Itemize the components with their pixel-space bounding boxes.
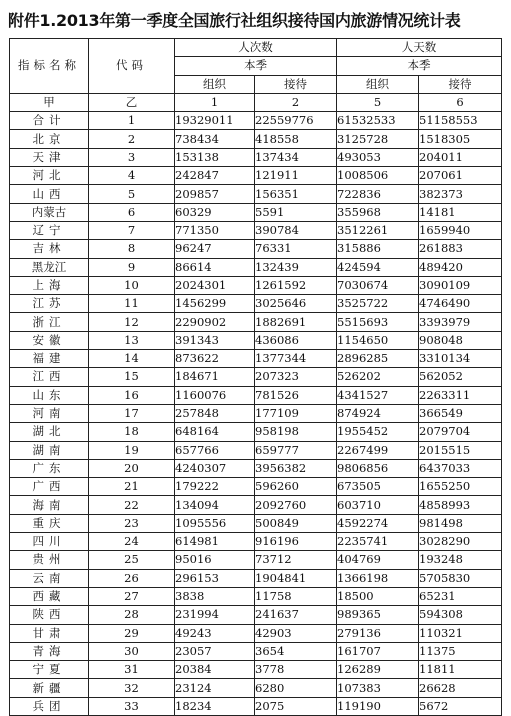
row-receive-person-times: 207323: [255, 368, 337, 386]
table-row: [10, 642, 502, 660]
row-code: 21: [89, 478, 175, 496]
row-organize-person-times: 23057: [175, 642, 255, 660]
header-row-4: [10, 93, 502, 111]
header-col-6: 6: [419, 93, 502, 111]
table-row: [10, 258, 502, 276]
row-organize-person-days: 424594: [337, 258, 419, 276]
table-row: [10, 368, 502, 386]
row-organize-person-days: 526202: [337, 368, 419, 386]
table-row: [10, 167, 502, 185]
table-row: [10, 148, 502, 166]
row-receive-person-days: 204011: [419, 148, 502, 166]
row-organize-person-days: 2896285: [337, 350, 419, 368]
table-row: [10, 313, 502, 331]
row-organize-person-times: 3838: [175, 587, 255, 605]
row-code: 31: [89, 661, 175, 679]
row-code: 2: [89, 130, 175, 148]
row-code: 6: [89, 203, 175, 221]
header-col-5: 5: [337, 93, 419, 111]
row-code: 4: [89, 167, 175, 185]
row-receive-person-days: 382373: [419, 185, 502, 203]
table-row: [10, 203, 502, 221]
row-code: 28: [89, 606, 175, 624]
row-receive-person-times: 5591: [255, 203, 337, 221]
row-name: 北京: [10, 130, 89, 148]
row-code: 20: [89, 459, 175, 477]
row-organize-person-days: 1955452: [337, 423, 419, 441]
row-organize-person-days: 4592274: [337, 514, 419, 532]
row-receive-person-days: 51158553: [419, 112, 502, 130]
row-receive-person-times: 436086: [255, 331, 337, 349]
row-organize-person-times: 1456299: [175, 295, 255, 313]
row-code: 27: [89, 587, 175, 605]
row-receive-person-days: 562052: [419, 368, 502, 386]
table-row: [10, 386, 502, 404]
row-code: 33: [89, 697, 175, 715]
row-receive-person-times: 1261592: [255, 276, 337, 294]
table-row: [10, 350, 502, 368]
row-receive-person-times: 42903: [255, 624, 337, 642]
table-row: [10, 459, 502, 477]
row-receive-person-days: 594308: [419, 606, 502, 624]
row-receive-person-days: 5705830: [419, 569, 502, 587]
row-receive-person-times: 11758: [255, 587, 337, 605]
row-name: 兵团: [10, 697, 89, 715]
row-receive-person-days: 2263311: [419, 386, 502, 404]
row-organize-person-times: 771350: [175, 221, 255, 239]
row-receive-person-times: 241637: [255, 606, 337, 624]
row-name: 山东: [10, 386, 89, 404]
header-this-season: 本季: [175, 57, 337, 75]
row-organize-person-days: 1366198: [337, 569, 419, 587]
table-row: [10, 441, 502, 459]
row-receive-person-days: 261883: [419, 240, 502, 258]
row-code: 18: [89, 423, 175, 441]
row-organize-person-days: 5515693: [337, 313, 419, 331]
row-organize-person-days: 404769: [337, 551, 419, 569]
table-row: [10, 606, 502, 624]
table-row: [10, 551, 502, 569]
row-name: 海南: [10, 496, 89, 514]
row-organize-person-times: 2024301: [175, 276, 255, 294]
row-name: 江西: [10, 368, 89, 386]
row-organize-person-days: 3125728: [337, 130, 419, 148]
row-name: 上海: [10, 276, 89, 294]
row-organize-person-times: 96247: [175, 240, 255, 258]
row-code: 5: [89, 185, 175, 203]
row-organize-person-times: 60329: [175, 203, 255, 221]
row-receive-person-times: 3654: [255, 642, 337, 660]
row-receive-person-days: 193248: [419, 551, 502, 569]
row-receive-person-days: 4858993: [419, 496, 502, 514]
row-receive-person-days: 1659940: [419, 221, 502, 239]
header-code: 代码: [89, 39, 175, 94]
row-code: 16: [89, 386, 175, 404]
row-organize-person-days: 315886: [337, 240, 419, 258]
row-organize-person-times: 614981: [175, 533, 255, 551]
row-receive-person-times: 659777: [255, 441, 337, 459]
row-organize-person-times: 242847: [175, 167, 255, 185]
row-name: 湖北: [10, 423, 89, 441]
row-organize-person-days: 1008506: [337, 167, 419, 185]
row-organize-person-days: 673505: [337, 478, 419, 496]
row-organize-person-days: 603710: [337, 496, 419, 514]
row-organize-person-times: 1095556: [175, 514, 255, 532]
row-organize-person-days: 279136: [337, 624, 419, 642]
row-name: 贵州: [10, 551, 89, 569]
row-organize-person-days: 107383: [337, 679, 419, 697]
row-name: 青海: [10, 642, 89, 660]
row-organize-person-days: 493053: [337, 148, 419, 166]
row-organize-person-times: 86614: [175, 258, 255, 276]
row-name: 广东: [10, 459, 89, 477]
row-organize-person-times: 20384: [175, 661, 255, 679]
row-code: 10: [89, 276, 175, 294]
row-code: 7: [89, 221, 175, 239]
row-name: 合计: [10, 112, 89, 130]
row-organize-person-times: 1160076: [175, 386, 255, 404]
row-name: 山西: [10, 185, 89, 203]
row-name: 内蒙古: [10, 203, 89, 221]
row-receive-person-times: 3025646: [255, 295, 337, 313]
row-receive-person-times: 1904841: [255, 569, 337, 587]
table-row: [10, 221, 502, 239]
row-receive-person-times: 156351: [255, 185, 337, 203]
row-receive-person-times: 1882691: [255, 313, 337, 331]
row-organize-person-times: 184671: [175, 368, 255, 386]
row-code: 3: [89, 148, 175, 166]
row-organize-person-days: 989365: [337, 606, 419, 624]
row-receive-person-days: 489420: [419, 258, 502, 276]
row-receive-person-days: 3393979: [419, 313, 502, 331]
row-code: 23: [89, 514, 175, 532]
header-organize: 组织: [337, 75, 419, 93]
row-name: 安徽: [10, 331, 89, 349]
row-organize-person-days: 7030674: [337, 276, 419, 294]
table-row: [10, 624, 502, 642]
header-indicator: 指标名称: [10, 39, 89, 94]
row-receive-person-times: 1377344: [255, 350, 337, 368]
header-col-a: 甲: [10, 93, 89, 111]
row-organize-person-times: 231994: [175, 606, 255, 624]
row-receive-person-times: 3956382: [255, 459, 337, 477]
row-name: 福建: [10, 350, 89, 368]
row-code: 11: [89, 295, 175, 313]
row-receive-person-times: 6280: [255, 679, 337, 697]
table-row: [10, 185, 502, 203]
row-receive-person-days: 2079704: [419, 423, 502, 441]
row-organize-person-days: 355968: [337, 203, 419, 221]
row-code: 17: [89, 404, 175, 422]
row-organize-person-times: 95016: [175, 551, 255, 569]
row-organize-person-days: 722836: [337, 185, 419, 203]
row-name: 浙江: [10, 313, 89, 331]
row-name: 江苏: [10, 295, 89, 313]
row-organize-person-days: 2235741: [337, 533, 419, 551]
row-code: 24: [89, 533, 175, 551]
row-receive-person-times: 22559776: [255, 112, 337, 130]
table-row: [10, 112, 502, 130]
row-receive-person-days: 3028290: [419, 533, 502, 551]
table-row: [10, 130, 502, 148]
table-row: [10, 533, 502, 551]
row-code: 25: [89, 551, 175, 569]
row-receive-person-times: 500849: [255, 514, 337, 532]
row-organize-person-times: 257848: [175, 404, 255, 422]
row-organize-person-times: 19329011: [175, 112, 255, 130]
row-code: 8: [89, 240, 175, 258]
page-title: 附件1.2013年第一季度全国旅行社组织接待国内旅游情况统计表: [8, 11, 461, 30]
row-organize-person-days: 4341527: [337, 386, 419, 404]
row-organize-person-days: 874924: [337, 404, 419, 422]
row-organize-person-times: 648164: [175, 423, 255, 441]
row-name: 甘肃: [10, 624, 89, 642]
row-receive-person-times: 2075: [255, 697, 337, 715]
row-receive-person-times: 781526: [255, 386, 337, 404]
row-organize-person-times: 738434: [175, 130, 255, 148]
row-organize-person-times: 18234: [175, 697, 255, 715]
table-row: [10, 423, 502, 441]
row-receive-person-days: 4746490: [419, 295, 502, 313]
row-name: 陕西: [10, 606, 89, 624]
table-row: [10, 240, 502, 258]
row-organize-person-days: 3512261: [337, 221, 419, 239]
row-receive-person-days: 981498: [419, 514, 502, 532]
row-name: 四川: [10, 533, 89, 551]
row-receive-person-times: 73712: [255, 551, 337, 569]
header-person-times: 人次数: [175, 39, 337, 57]
row-receive-person-times: 121911: [255, 167, 337, 185]
row-receive-person-days: 366549: [419, 404, 502, 422]
header-organize: 组织: [175, 75, 255, 93]
row-code: 12: [89, 313, 175, 331]
row-organize-person-days: 18500: [337, 587, 419, 605]
row-name: 天津: [10, 148, 89, 166]
row-organize-person-days: 9806856: [337, 459, 419, 477]
row-organize-person-times: 657766: [175, 441, 255, 459]
row-name: 广西: [10, 478, 89, 496]
row-organize-person-times: 134094: [175, 496, 255, 514]
row-code: 22: [89, 496, 175, 514]
table-row: [10, 478, 502, 496]
row-name: 河南: [10, 404, 89, 422]
table-row: [10, 295, 502, 313]
row-receive-person-days: 11811: [419, 661, 502, 679]
table-row: [10, 587, 502, 605]
row-code: 14: [89, 350, 175, 368]
row-receive-person-times: 958198: [255, 423, 337, 441]
row-receive-person-times: 390784: [255, 221, 337, 239]
row-code: 26: [89, 569, 175, 587]
row-organize-person-times: 296153: [175, 569, 255, 587]
row-name: 黑龙江: [10, 258, 89, 276]
row-code: 13: [89, 331, 175, 349]
row-code: 32: [89, 679, 175, 697]
row-organize-person-days: 2267499: [337, 441, 419, 459]
row-name: 辽宁: [10, 221, 89, 239]
row-receive-person-days: 2015515: [419, 441, 502, 459]
row-code: 29: [89, 624, 175, 642]
header-col-1: 1: [175, 93, 255, 111]
row-receive-person-times: 137434: [255, 148, 337, 166]
row-organize-person-days: 119190: [337, 697, 419, 715]
table-row: [10, 569, 502, 587]
row-receive-person-days: 207061: [419, 167, 502, 185]
table-row: [10, 679, 502, 697]
row-receive-person-times: 132439: [255, 258, 337, 276]
row-organize-person-days: 161707: [337, 642, 419, 660]
row-receive-person-times: 3778: [255, 661, 337, 679]
row-receive-person-days: 14181: [419, 203, 502, 221]
row-organize-person-times: 2290902: [175, 313, 255, 331]
row-receive-person-times: 916196: [255, 533, 337, 551]
header-person-days: 人天数: [337, 39, 502, 57]
statistics-table: [9, 38, 502, 716]
row-receive-person-times: 418558: [255, 130, 337, 148]
row-receive-person-times: 2092760: [255, 496, 337, 514]
row-organize-person-times: 49243: [175, 624, 255, 642]
row-receive-person-days: 26628: [419, 679, 502, 697]
row-organize-person-days: 3525722: [337, 295, 419, 313]
header-col-b: 乙: [89, 93, 175, 111]
row-receive-person-days: 5672: [419, 697, 502, 715]
row-receive-person-days: 11375: [419, 642, 502, 660]
row-receive-person-days: 1655250: [419, 478, 502, 496]
table-row: [10, 331, 502, 349]
header-receive: 接待: [419, 75, 502, 93]
row-receive-person-days: 110321: [419, 624, 502, 642]
row-name: 西藏: [10, 587, 89, 605]
row-receive-person-days: 1518305: [419, 130, 502, 148]
row-organize-person-days: 126289: [337, 661, 419, 679]
header-row-1: [10, 39, 502, 57]
row-receive-person-days: 6437033: [419, 459, 502, 477]
row-name: 重庆: [10, 514, 89, 532]
row-organize-person-times: 153138: [175, 148, 255, 166]
row-organize-person-times: 4240307: [175, 459, 255, 477]
row-organize-person-times: 209857: [175, 185, 255, 203]
row-code: 15: [89, 368, 175, 386]
row-name: 河北: [10, 167, 89, 185]
header-col-2: 2: [255, 93, 337, 111]
table-row: [10, 496, 502, 514]
row-receive-person-days: 908048: [419, 331, 502, 349]
row-code: 19: [89, 441, 175, 459]
row-name: 吉林: [10, 240, 89, 258]
table-row: [10, 276, 502, 294]
row-organize-person-days: 1154650: [337, 331, 419, 349]
row-name: 宁夏: [10, 661, 89, 679]
row-organize-person-times: 391343: [175, 331, 255, 349]
row-receive-person-days: 65231: [419, 587, 502, 605]
table-row: [10, 661, 502, 679]
table-row: [10, 514, 502, 532]
row-name: 新疆: [10, 679, 89, 697]
header-this-season: 本季: [337, 57, 502, 75]
header-receive: 接待: [255, 75, 337, 93]
row-name: 云南: [10, 569, 89, 587]
row-receive-person-times: 76331: [255, 240, 337, 258]
row-code: 30: [89, 642, 175, 660]
row-receive-person-times: 596260: [255, 478, 337, 496]
row-receive-person-days: 3090109: [419, 276, 502, 294]
row-organize-person-days: 61532533: [337, 112, 419, 130]
table-row: [10, 404, 502, 422]
row-receive-person-days: 3310134: [419, 350, 502, 368]
row-receive-person-times: 177109: [255, 404, 337, 422]
row-organize-person-times: 23124: [175, 679, 255, 697]
row-organize-person-times: 179222: [175, 478, 255, 496]
row-code: 1: [89, 112, 175, 130]
row-code: 9: [89, 258, 175, 276]
row-organize-person-times: 873622: [175, 350, 255, 368]
row-name: 湖南: [10, 441, 89, 459]
